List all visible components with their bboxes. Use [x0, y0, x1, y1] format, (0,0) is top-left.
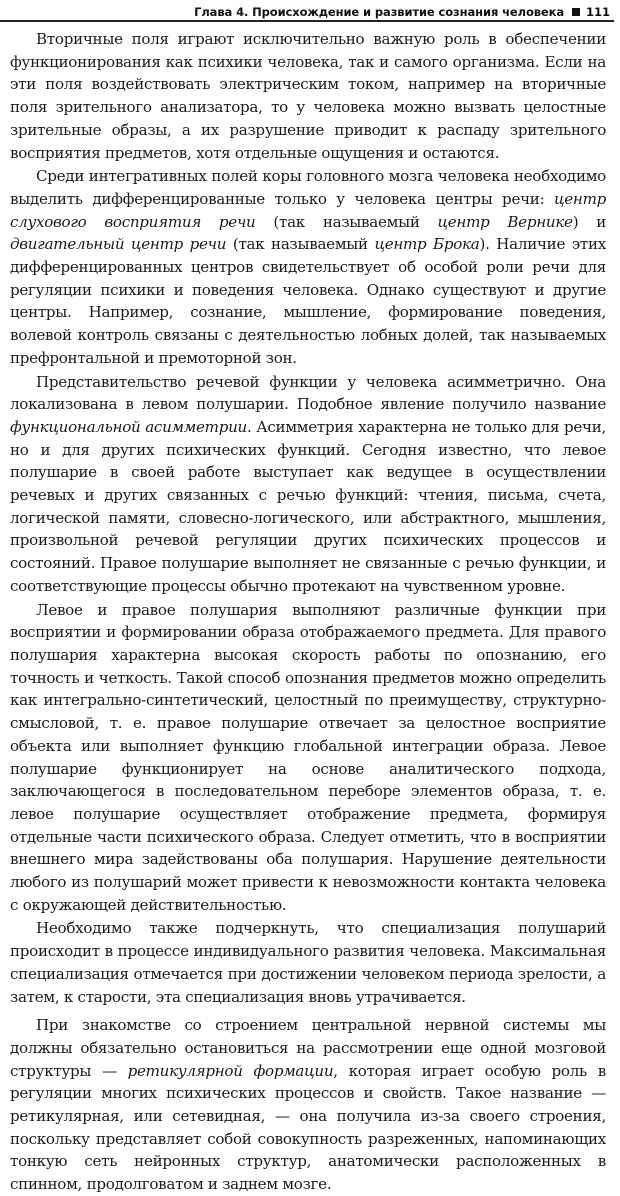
paragraph — [10, 28, 606, 164]
italic-term: функциональной асимметрии — [10, 417, 247, 436]
header-square-bullet — [572, 8, 580, 16]
italic-term: ретикулярной формации — [127, 1061, 334, 1080]
text-run: Среди интегративных полей коры головного мозга человека необходимо выделить дифференцированные только у человека центры речи: — [10, 167, 606, 208]
text-run: , которая играет особую роль в регуляции многих психических процессов и свойств. Такое название — ретикулярная, или сетевидная, — она получила из-за своего строения, поскольку представляет собой совокупность разреженных, напоминающих тонкую сеть нейронных структур, анатомически расположенных в спинном, продолговатом и заднем мозге. — [10, 1061, 606, 1194]
italic-term: двигательный центр речи — [10, 235, 227, 254]
text-run: При знакомстве со строением центральной нервной системы мы должны обязательно остановиться на рассмотрении еще одной мозговой структуры — — [10, 1016, 606, 1080]
running-title: Глава 4. Происхождение и развитие сознания человека — [194, 5, 564, 19]
header-rule — [0, 20, 614, 22]
text-run: Необходимо также подчеркнуть, что специализация полушарий происходит в процессе индивидуального развития человека. Максимальная специализация отмечается при достижении человеком периода зрелости, а затем, к старости, эта специализация вновь утрачивается. — [10, 919, 606, 1006]
italic-term: центр Вернике — [437, 212, 573, 231]
running-header — [0, 0, 620, 24]
italic-term: центр Брока — [374, 235, 480, 254]
paragraph — [10, 917, 606, 1008]
paragraph — [10, 165, 606, 369]
text-run: ). Наличие этих дифференцированных центров свидетельствует об особой роли речи для регуляции психики и поведения человека. Однако существуют и другие центры. Например, сознание, мышление, формирование поведения, волевой контроль связаны с деятельностью лобных долей, так называемых префронтальной и премоторной зон. — [10, 235, 606, 367]
text-run: . Асимметрия характерна не только для речи, но и для других психических функций. Сегодня известно, что левое полушарие в своей работе выступает как ведущее в осуществлении речевых и других связанных с речью функций: чтения, письма, счета, логической памяти, словесно-логического, или абстрактного, мышления, произвольной речевой регуляции других психических процессов и состояний. Правое полушарие выполняет не связанные с речью функции, и соответствующие процессы обычно протекают на чувственном уровне. — [10, 417, 607, 595]
text-run: ) и — [572, 212, 606, 231]
italic-term: центр слухового восприятия речи — [10, 189, 606, 231]
text-run: Левое и правое полушария выполняют различные функции при восприятии и формировании образа отображаемого предмета. Для правого полушария характерна высокая скорость работы по опознанию, его точность и четкость. Такой способ опознания предметов можно определить как интегрально-синтетический, целостный по преимуществу, структурно-смысловой, т. е. правое полушарие отвечает за целостное восприятие объекта или выполняет функцию глобальной интеграции образа. Левое полушарие функционирует на основе аналитического подхода, заключающегося в последовательном переборе элементов образа, т. е. левое полушарие осуществляет отображение предмета, формируя отдельные части психического образа. Следует отметить, что в восприятии внешнего мира задействованы оба полушария. Нарушение деятельности любого из полушарий может привести к невозможности контакта человека с окружающей действительностью. — [10, 600, 606, 914]
body-text — [10, 28, 606, 1196]
text-run: Вторичные поля играют исключительно важную роль в обеспечении функционирования как психики человека, так и самого организма. Если на эти поля воздействовать электрическим током, например на вторичные поля зрительного анализатора, то у человека можно вызвать целостные зрительные образы, а их разрушение приводит к распаду зрительного восприятия предметов, хотя отдельные ощущения и остаются. — [10, 30, 606, 162]
text-run: (так называемый — [255, 212, 438, 231]
text-run: (так называемый — [226, 235, 375, 254]
paragraph — [10, 1014, 606, 1196]
paragraph — [10, 371, 606, 598]
page-number: 111 — [585, 5, 610, 19]
text-run: Представительство речевой функции у человека асимметрично. Она локализована в левом полушарии. Подобное явление получило название — [10, 372, 606, 414]
paragraph — [10, 599, 606, 917]
